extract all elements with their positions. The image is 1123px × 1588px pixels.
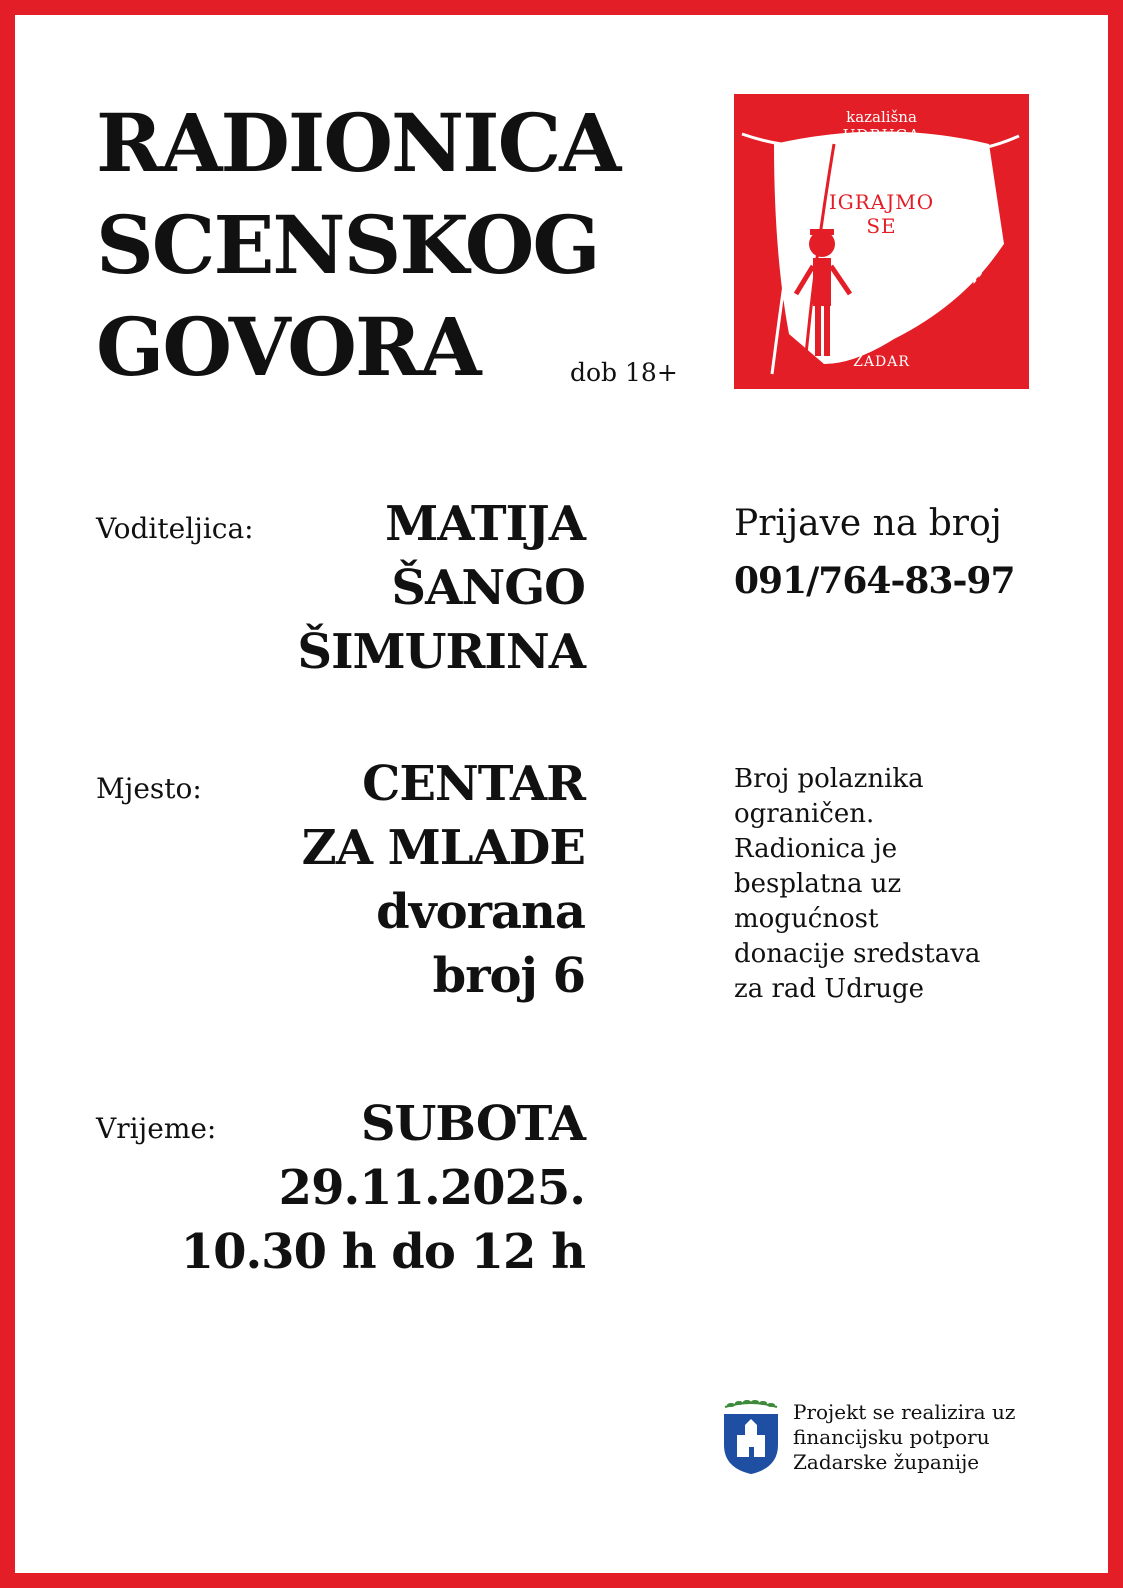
place-label: Mjesto:	[96, 772, 202, 805]
logo-name-line-1: IGRAJMO	[828, 190, 935, 214]
age-limit: dob 18+	[570, 358, 678, 387]
note-line-2: ograničen.	[734, 799, 875, 829]
apply-phone-number: 091/764-83-97	[734, 560, 1015, 602]
sponsor-line-1: Projekt se realizira uz	[793, 1400, 1016, 1424]
place-line-3: dvorana	[376, 884, 585, 940]
lead-label: Voditeljica:	[96, 512, 254, 545]
time-line-2: 29.11.2025.	[278, 1160, 585, 1216]
place-line-2: ZA MLADE	[301, 820, 585, 876]
title-line-3: GOVORA	[96, 300, 480, 394]
apply-label: Prijave na broj	[734, 503, 1002, 544]
place-line-1: CENTAR	[362, 756, 585, 812]
place-line-4: broj 6	[432, 948, 585, 1004]
note-line-7: za rad Udruge	[734, 974, 925, 1004]
time-value	[181, 1092, 585, 1284]
note-line-4: besplatna uz	[734, 869, 902, 899]
note-line-5: mogućnost	[734, 904, 879, 934]
lead-name-line-2: ŠANGO	[391, 560, 585, 616]
lead-name	[297, 492, 585, 684]
logo-name-line-2: SE	[866, 214, 897, 238]
note-line-3: Radionica je	[734, 834, 898, 864]
logo-text-udruga: UDRUGA	[842, 126, 921, 144]
lead-name-line-3: ŠIMURINA	[297, 624, 585, 680]
lead-name-line-1: MATIJA	[385, 496, 585, 552]
sponsor-line-3: Zadarske županije	[793, 1450, 980, 1474]
theatre-association-logo	[734, 94, 1029, 389]
place-value	[302, 752, 585, 1008]
title-line-1: RADIONICA	[96, 96, 620, 190]
time-line-1: SUBOTA	[360, 1096, 585, 1152]
time-line-3: 10.30 h do 12 h	[180, 1224, 585, 1280]
note-line-6: donacije sredstava	[734, 939, 981, 969]
logo-text-kazalisna: kazališna	[846, 108, 917, 126]
note-line-1: Broj polaznika	[734, 764, 924, 794]
logo-city: ZADAR	[853, 354, 910, 370]
sponsor-note	[793, 1400, 1015, 1475]
participants-note	[734, 762, 1034, 1007]
time-label: Vrijeme:	[96, 1112, 217, 1145]
title-line-2: SCENSKOG	[96, 198, 599, 292]
poster-title	[96, 92, 619, 398]
sponsor-line-2: financijsku potporu	[793, 1425, 990, 1449]
zadar-county-crest-icon	[721, 1399, 781, 1475]
